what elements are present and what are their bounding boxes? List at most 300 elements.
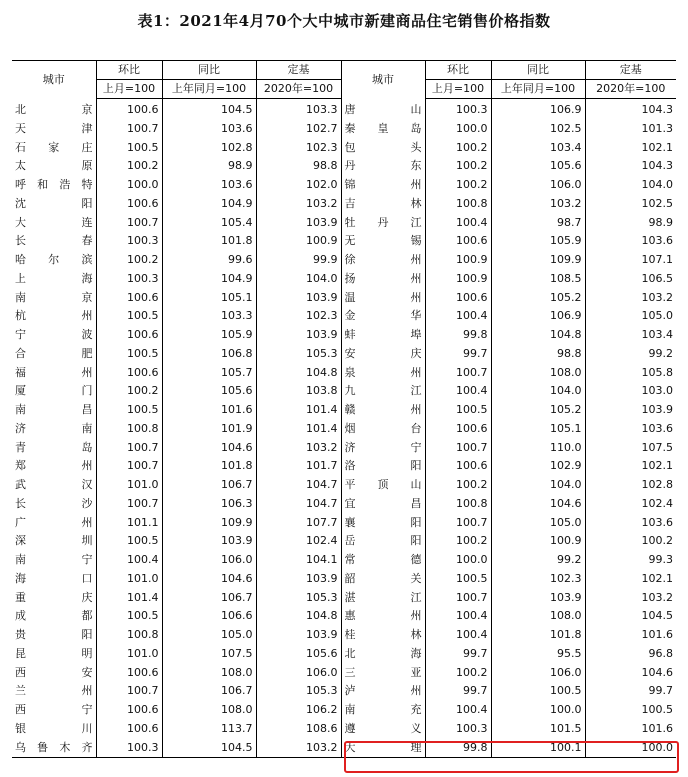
left-city-cell: 石家庄 [15, 140, 93, 154]
right-yoy-cell: 108.0 [491, 607, 585, 626]
left-mom-cell: 100.3 [96, 739, 162, 758]
right-city-cell: 丹东 [341, 157, 425, 176]
right-fixed-cell: 100.5 [585, 701, 676, 720]
right-city-cell: 秦皇岛 [341, 120, 425, 139]
right-city-cell: 扬州 [341, 270, 425, 289]
left-yoy-cell: 105.4 [162, 214, 256, 233]
header-mom-right: 环比 [425, 61, 491, 80]
left-fixed-cell: 101.4 [256, 420, 341, 439]
left-fixed-cell: 104.7 [256, 476, 341, 495]
header-row-names [12, 61, 676, 80]
table-row [12, 682, 676, 701]
left-mom-cell: 100.5 [96, 401, 162, 420]
table-row [12, 99, 676, 120]
right-mom-cell: 100.3 [425, 720, 491, 739]
left-fixed-cell: 103.3 [256, 99, 341, 120]
right-yoy-cell: 108.0 [491, 364, 585, 383]
header-fixed-base-right: 2020年=100 [585, 80, 676, 99]
right-yoy-cell: 106.9 [491, 307, 585, 326]
right-fixed-cell: 103.4 [585, 326, 676, 345]
left-city-cell: 厦门 [15, 384, 93, 398]
left-city-cell: 贵阳 [15, 628, 93, 641]
table-row [12, 289, 676, 308]
left-city-cell: 福州 [15, 365, 93, 379]
right-mom-cell: 100.2 [425, 664, 491, 683]
left-fixed-cell: 103.9 [256, 570, 341, 589]
left-city-cell: 大连 [15, 215, 93, 229]
left-fixed-cell: 105.3 [256, 682, 341, 701]
right-yoy-cell: 106.0 [491, 664, 585, 683]
left-fixed-cell: 103.9 [256, 626, 341, 645]
table-row [12, 195, 676, 214]
left-fixed-cell: 102.3 [256, 139, 341, 158]
right-mom-cell: 100.4 [425, 607, 491, 626]
table-row [12, 570, 676, 589]
left-city-cell: 重庆 [15, 590, 93, 604]
header-yoy-right: 同比 [491, 61, 585, 80]
right-city-cell: 韶关 [341, 570, 425, 589]
table-row [12, 701, 676, 720]
right-fixed-cell: 102.1 [585, 139, 676, 158]
left-city-cell: 海口 [15, 571, 93, 585]
left-fixed-cell: 108.6 [256, 720, 341, 739]
left-mom-cell: 100.7 [96, 682, 162, 701]
right-yoy-cell: 105.1 [491, 420, 585, 439]
left-fixed-cell: 102.3 [256, 307, 341, 326]
right-city-cell: 遵义 [341, 720, 425, 739]
right-city-cell: 安庆 [341, 345, 425, 364]
left-mom-cell: 100.6 [96, 720, 162, 739]
left-mom-cell: 100.6 [96, 195, 162, 214]
table-row [12, 157, 676, 176]
left-yoy-cell: 106.6 [162, 607, 256, 626]
left-city-cell: 西宁 [15, 703, 93, 716]
right-city-cell: 济宁 [341, 439, 425, 458]
right-mom-cell: 100.2 [425, 176, 491, 195]
right-yoy-cell: 98.7 [491, 214, 585, 233]
right-yoy-cell: 105.2 [491, 401, 585, 420]
left-yoy-cell: 101.6 [162, 401, 256, 420]
right-fixed-cell: 106.5 [585, 270, 676, 289]
left-mom-cell: 101.0 [96, 570, 162, 589]
left-fixed-cell: 103.2 [256, 739, 341, 758]
left-mom-cell: 100.6 [96, 99, 162, 120]
left-yoy-cell: 101.9 [162, 420, 256, 439]
left-yoy-cell: 103.6 [162, 176, 256, 195]
right-city-cell: 南充 [341, 701, 425, 720]
left-city-cell: 合肥 [15, 346, 93, 360]
right-yoy-cell: 100.5 [491, 682, 585, 701]
right-city-cell: 岳阳 [341, 532, 425, 551]
right-fixed-cell: 105.8 [585, 364, 676, 383]
header-fixed-base-left: 2020年=100 [256, 80, 341, 99]
left-fixed-cell: 104.8 [256, 364, 341, 383]
right-fixed-cell: 103.0 [585, 382, 676, 401]
left-mom-cell: 100.7 [96, 457, 162, 476]
right-city-cell: 惠州 [341, 607, 425, 626]
table-row [12, 214, 676, 233]
right-mom-cell: 99.7 [425, 645, 491, 664]
left-city-cell: 兰州 [15, 684, 93, 698]
left-fixed-cell: 99.9 [256, 251, 341, 270]
left-mom-cell: 100.7 [96, 439, 162, 458]
right-yoy-cell: 100.1 [491, 739, 585, 758]
right-mom-cell: 100.8 [425, 495, 491, 514]
right-mom-cell: 100.4 [425, 307, 491, 326]
table-row [12, 120, 676, 139]
left-mom-cell: 100.5 [96, 345, 162, 364]
right-city-cell: 锦州 [341, 176, 425, 195]
right-yoy-cell: 104.6 [491, 495, 585, 514]
right-city-cell: 大理 [341, 739, 425, 758]
table-row [12, 457, 676, 476]
price-index-table [12, 60, 676, 758]
left-fixed-cell: 107.7 [256, 514, 341, 533]
left-city-cell: 成都 [15, 609, 93, 623]
right-mom-cell: 100.0 [425, 551, 491, 570]
left-fixed-cell: 106.2 [256, 701, 341, 720]
right-city-cell: 金华 [341, 307, 425, 326]
right-fixed-cell: 103.6 [585, 420, 676, 439]
table-row [12, 326, 676, 345]
right-fixed-cell: 99.2 [585, 345, 676, 364]
right-city-cell: 温州 [341, 289, 425, 308]
left-mom-cell: 101.0 [96, 645, 162, 664]
right-city-cell: 常德 [341, 551, 425, 570]
left-mom-cell: 100.6 [96, 326, 162, 345]
table-row [12, 626, 676, 645]
right-yoy-cell: 108.5 [491, 270, 585, 289]
left-fixed-cell: 106.0 [256, 664, 341, 683]
left-mom-cell: 100.5 [96, 532, 162, 551]
table-row [12, 476, 676, 495]
table-row [12, 420, 676, 439]
header-city-right: 城市 [341, 61, 425, 99]
left-yoy-cell: 98.9 [162, 157, 256, 176]
left-city-cell: 天津 [15, 121, 93, 135]
right-mom-cell: 100.7 [425, 514, 491, 533]
left-mom-cell: 100.2 [96, 157, 162, 176]
left-mom-cell: 100.3 [96, 270, 162, 289]
right-fixed-cell: 103.6 [585, 514, 676, 533]
right-fixed-cell: 102.8 [585, 476, 676, 495]
left-fixed-cell: 103.9 [256, 326, 341, 345]
table-row [12, 307, 676, 326]
right-yoy-cell: 104.0 [491, 382, 585, 401]
right-mom-cell: 100.5 [425, 570, 491, 589]
right-city-cell: 襄阳 [341, 514, 425, 533]
left-fixed-cell: 103.9 [256, 289, 341, 308]
left-mom-cell: 101.0 [96, 476, 162, 495]
right-fixed-cell: 101.3 [585, 120, 676, 139]
right-mom-cell: 100.9 [425, 270, 491, 289]
left-city-cell: 青岛 [15, 440, 93, 454]
left-mom-cell: 100.6 [96, 289, 162, 308]
left-fixed-cell: 100.9 [256, 232, 341, 251]
left-mom-cell: 100.7 [96, 495, 162, 514]
right-city-cell: 三亚 [341, 664, 425, 683]
left-mom-cell: 100.6 [96, 364, 162, 383]
right-mom-cell: 99.8 [425, 326, 491, 345]
left-yoy-cell: 104.9 [162, 195, 256, 214]
header-mom-left: 环比 [96, 61, 162, 80]
left-yoy-cell: 106.0 [162, 551, 256, 570]
right-city-cell: 桂林 [341, 626, 425, 645]
left-city-cell: 宁波 [15, 328, 93, 341]
right-fixed-cell: 100.2 [585, 532, 676, 551]
left-mom-cell: 100.5 [96, 139, 162, 158]
right-yoy-cell: 106.0 [491, 176, 585, 195]
right-city-cell: 九江 [341, 382, 425, 401]
right-yoy-cell: 105.2 [491, 289, 585, 308]
left-yoy-cell: 105.7 [162, 364, 256, 383]
table-row [12, 645, 676, 664]
left-yoy-cell: 106.3 [162, 495, 256, 514]
left-city-cell: 武汉 [15, 478, 93, 491]
right-mom-cell: 100.2 [425, 532, 491, 551]
left-city-cell: 深圳 [15, 534, 93, 548]
right-yoy-cell: 100.0 [491, 701, 585, 720]
right-mom-cell: 100.6 [425, 420, 491, 439]
left-yoy-cell: 105.1 [162, 289, 256, 308]
left-fixed-cell: 103.8 [256, 382, 341, 401]
right-fixed-cell: 101.6 [585, 626, 676, 645]
left-city-cell: 南宁 [15, 553, 93, 566]
right-fixed-cell: 104.5 [585, 607, 676, 626]
table-row [12, 514, 676, 533]
highlight-box [344, 741, 679, 773]
left-yoy-cell: 104.6 [162, 570, 256, 589]
right-yoy-cell: 102.5 [491, 120, 585, 139]
right-yoy-cell: 99.2 [491, 551, 585, 570]
header-yoy-base-right: 上年同月=100 [491, 80, 585, 99]
right-fixed-cell: 102.5 [585, 195, 676, 214]
left-yoy-cell: 113.7 [162, 720, 256, 739]
left-city-cell: 西安 [15, 665, 93, 679]
left-yoy-cell: 103.6 [162, 120, 256, 139]
left-mom-cell: 100.7 [96, 214, 162, 233]
left-mom-cell: 100.6 [96, 701, 162, 720]
left-yoy-cell: 107.5 [162, 645, 256, 664]
left-fixed-cell: 104.1 [256, 551, 341, 570]
right-fixed-cell: 103.6 [585, 232, 676, 251]
left-fixed-cell: 101.7 [256, 457, 341, 476]
left-fixed-cell: 102.0 [256, 176, 341, 195]
table-row [12, 270, 676, 289]
left-yoy-cell: 104.6 [162, 439, 256, 458]
right-mom-cell: 100.7 [425, 439, 491, 458]
left-mom-cell: 100.8 [96, 420, 162, 439]
left-city-cell: 郑州 [15, 459, 93, 473]
right-mom-cell: 100.2 [425, 476, 491, 495]
right-mom-cell: 100.7 [425, 589, 491, 608]
left-mom-cell: 100.0 [96, 176, 162, 195]
left-fixed-cell: 104.0 [256, 270, 341, 289]
left-fixed-cell: 104.7 [256, 495, 341, 514]
right-mom-cell: 100.2 [425, 139, 491, 158]
header-city-left: 城市 [12, 61, 96, 99]
left-yoy-cell: 104.5 [162, 99, 256, 120]
right-fixed-cell: 104.6 [585, 664, 676, 683]
right-fixed-cell: 103.2 [585, 289, 676, 308]
left-city-cell: 广州 [15, 515, 93, 529]
right-fixed-cell: 102.1 [585, 457, 676, 476]
right-yoy-cell: 100.9 [491, 532, 585, 551]
left-city-cell: 哈尔滨 [15, 253, 93, 266]
right-fixed-cell: 103.2 [585, 589, 676, 608]
right-yoy-cell: 104.0 [491, 476, 585, 495]
left-yoy-cell: 108.0 [162, 664, 256, 683]
right-yoy-cell: 103.9 [491, 589, 585, 608]
left-mom-cell: 101.1 [96, 514, 162, 533]
left-city-cell: 南京 [15, 290, 93, 304]
left-fixed-cell: 105.3 [256, 345, 341, 364]
left-yoy-cell: 102.8 [162, 139, 256, 158]
left-yoy-cell: 104.9 [162, 270, 256, 289]
table-row [12, 139, 676, 158]
table-row [12, 232, 676, 251]
table-row [12, 495, 676, 514]
right-mom-cell: 100.2 [425, 157, 491, 176]
right-fixed-cell: 105.0 [585, 307, 676, 326]
left-fixed-cell: 101.4 [256, 401, 341, 420]
table-row [12, 607, 676, 626]
table-row [12, 401, 676, 420]
right-mom-cell: 100.6 [425, 289, 491, 308]
table-row [12, 176, 676, 195]
left-fixed-cell: 102.7 [256, 120, 341, 139]
right-mom-cell: 100.7 [425, 364, 491, 383]
right-city-cell: 包头 [341, 139, 425, 158]
left-yoy-cell: 106.7 [162, 682, 256, 701]
left-mom-cell: 100.2 [96, 382, 162, 401]
table-row [12, 345, 676, 364]
left-mom-cell: 100.4 [96, 551, 162, 570]
table-row [12, 364, 676, 383]
right-fixed-cell: 104.3 [585, 99, 676, 120]
table-row [12, 589, 676, 608]
left-city-cell: 昆明 [15, 646, 93, 660]
left-city-cell: 乌鲁木齐 [12, 739, 96, 758]
left-city-cell: 银川 [15, 721, 93, 735]
left-city-cell: 北京 [15, 102, 93, 116]
right-yoy-cell: 105.9 [491, 232, 585, 251]
left-fixed-cell: 104.8 [256, 607, 341, 626]
right-mom-cell: 100.6 [425, 232, 491, 251]
left-city-cell: 呼和浩特 [15, 178, 93, 191]
left-yoy-cell: 109.9 [162, 514, 256, 533]
left-city-cell: 长沙 [15, 496, 93, 510]
right-mom-cell: 100.9 [425, 251, 491, 270]
right-fixed-cell: 103.9 [585, 401, 676, 420]
left-fixed-cell: 98.8 [256, 157, 341, 176]
left-yoy-cell: 105.6 [162, 382, 256, 401]
left-fixed-cell: 103.9 [256, 214, 341, 233]
right-fixed-cell: 107.1 [585, 251, 676, 270]
table-body [12, 99, 676, 758]
left-mom-cell: 100.3 [96, 232, 162, 251]
table-row [12, 551, 676, 570]
table-row [12, 532, 676, 551]
right-mom-cell: 100.5 [425, 401, 491, 420]
right-mom-cell: 99.7 [425, 682, 491, 701]
right-yoy-cell: 105.6 [491, 157, 585, 176]
left-yoy-cell: 106.7 [162, 476, 256, 495]
right-yoy-cell: 98.8 [491, 345, 585, 364]
header-yoy-base-left: 上年同月=100 [162, 80, 256, 99]
right-mom-cell: 100.0 [425, 120, 491, 139]
right-yoy-cell: 104.8 [491, 326, 585, 345]
table-row [12, 720, 676, 739]
left-city-cell: 长春 [15, 234, 93, 248]
right-mom-cell: 100.4 [425, 214, 491, 233]
right-city-cell: 湛江 [341, 589, 425, 608]
left-city-cell: 太原 [15, 159, 93, 173]
right-yoy-cell: 102.9 [491, 457, 585, 476]
right-mom-cell: 99.7 [425, 345, 491, 364]
right-yoy-cell: 101.8 [491, 626, 585, 645]
left-fixed-cell: 103.2 [256, 439, 341, 458]
left-yoy-cell: 106.8 [162, 345, 256, 364]
right-yoy-cell: 109.9 [491, 251, 585, 270]
left-yoy-cell: 105.9 [162, 326, 256, 345]
right-fixed-cell: 99.3 [585, 551, 676, 570]
left-fixed-cell: 105.3 [256, 589, 341, 608]
table-row [12, 382, 676, 401]
right-yoy-cell: 95.5 [491, 645, 585, 664]
right-mom-cell: 100.3 [425, 99, 491, 120]
right-fixed-cell: 107.5 [585, 439, 676, 458]
table-row [12, 251, 676, 270]
left-mom-cell: 101.4 [96, 589, 162, 608]
header-mom-base-left: 上月=100 [96, 80, 162, 99]
left-mom-cell: 100.6 [96, 664, 162, 683]
right-city-cell: 洛阳 [341, 457, 425, 476]
right-fixed-cell: 104.3 [585, 157, 676, 176]
table-row [12, 439, 676, 458]
right-city-cell: 吉林 [341, 195, 425, 214]
right-city-cell: 徐州 [341, 251, 425, 270]
table-row [12, 664, 676, 683]
right-yoy-cell: 102.3 [491, 570, 585, 589]
header-fixed-left: 定基 [256, 61, 341, 80]
right-fixed-cell: 96.8 [585, 645, 676, 664]
right-city-cell: 牡丹江 [341, 214, 425, 233]
left-fixed-cell: 103.2 [256, 195, 341, 214]
right-city-cell: 平顶山 [341, 476, 425, 495]
right-city-cell: 北海 [341, 645, 425, 664]
right-mom-cell: 100.6 [425, 457, 491, 476]
right-city-cell: 泉州 [341, 364, 425, 383]
left-yoy-cell: 99.6 [162, 251, 256, 270]
left-mom-cell: 100.8 [96, 626, 162, 645]
header-fixed-right: 定基 [585, 61, 676, 80]
right-fixed-cell: 101.6 [585, 720, 676, 739]
right-fixed-cell: 104.0 [585, 176, 676, 195]
left-mom-cell: 100.5 [96, 307, 162, 326]
header-yoy-left: 同比 [162, 61, 256, 80]
left-city-cell: 杭州 [15, 309, 93, 323]
right-fixed-cell: 102.1 [585, 570, 676, 589]
left-mom-cell: 100.5 [96, 607, 162, 626]
right-mom-cell: 99.8 [425, 739, 491, 758]
left-fixed-cell: 105.6 [256, 645, 341, 664]
right-fixed-cell: 100.0 [585, 739, 676, 758]
right-fixed-cell: 102.4 [585, 495, 676, 514]
right-yoy-cell: 105.0 [491, 514, 585, 533]
right-mom-cell: 100.4 [425, 626, 491, 645]
left-yoy-cell: 103.9 [162, 532, 256, 551]
